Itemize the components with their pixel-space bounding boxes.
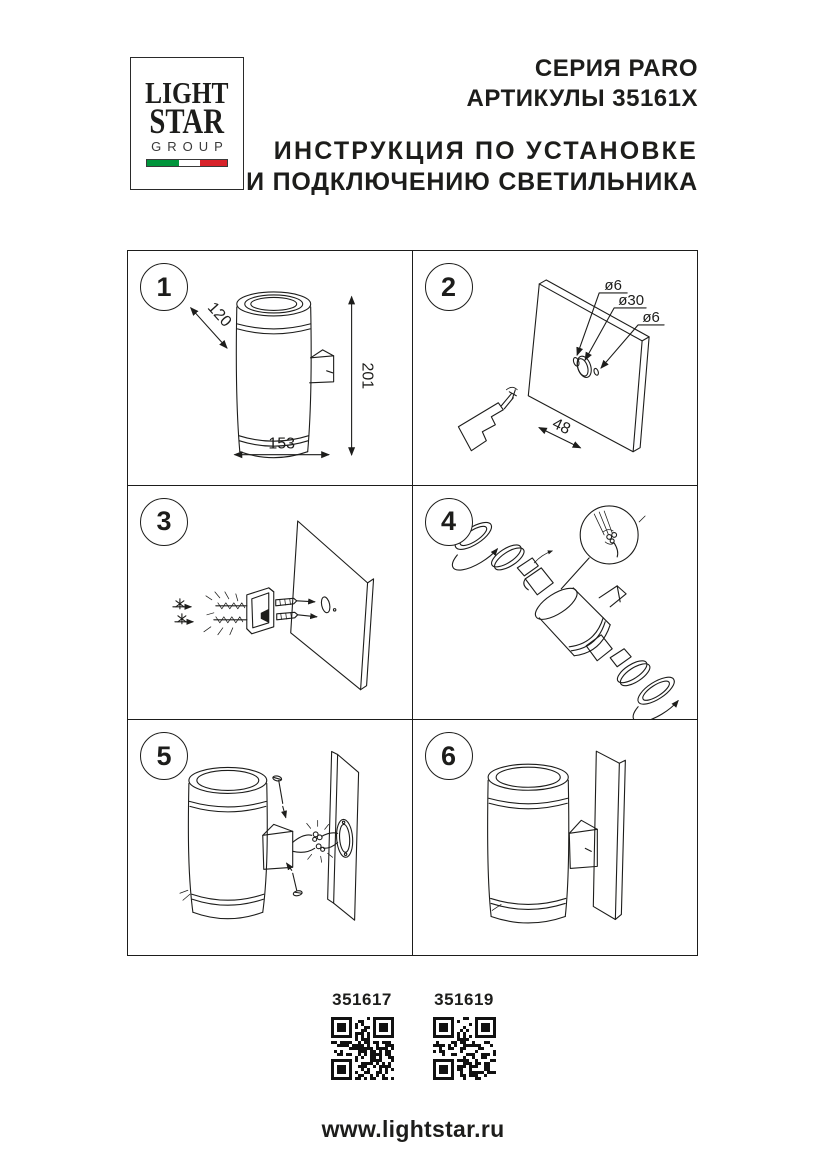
product-qr-351617 bbox=[324, 990, 400, 1085]
lamp-wiring-drawing bbox=[180, 752, 359, 921]
hole-left-label: ø6 bbox=[603, 276, 622, 294]
qr-code-icon bbox=[331, 1017, 394, 1080]
dimension-diameter-label: 120 bbox=[203, 299, 235, 331]
logo-word-group: GROUP bbox=[151, 139, 229, 154]
dimension-height-label: 201 bbox=[358, 362, 376, 390]
offset-label: 48 bbox=[549, 415, 573, 439]
step-6-number: 6 bbox=[425, 732, 473, 780]
step-6-panel bbox=[413, 720, 698, 955]
instruction-title-line2: И ПОДКЛЮЧЕНИЮ СВЕТИЛЬНИКА bbox=[246, 168, 698, 196]
articles-title: АРТИКУЛЫ 35161X bbox=[466, 85, 698, 112]
step-4-number: 4 bbox=[425, 498, 473, 546]
header-titles bbox=[246, 54, 698, 198]
lamp-exploded-drawing bbox=[451, 506, 678, 720]
dimension-width-label: 153 bbox=[268, 435, 296, 453]
flag-red-band bbox=[200, 160, 227, 166]
step-2-panel bbox=[413, 251, 698, 486]
hole-right-label: ø6 bbox=[641, 308, 660, 326]
step-1-number: 1 bbox=[140, 263, 188, 311]
instruction-title-line1: ИНСТРУКЦИЯ ПО УСТАНОВКЕ bbox=[273, 137, 698, 165]
flag-white-band bbox=[179, 160, 200, 166]
lightstar-logo bbox=[130, 57, 244, 190]
step-3-number: 3 bbox=[140, 498, 188, 546]
steps-grid bbox=[127, 250, 698, 956]
qr-code-icon bbox=[433, 1017, 496, 1080]
bracket-mounting-drawing bbox=[173, 521, 374, 690]
step-1-panel bbox=[128, 251, 413, 486]
hole-center-label: ø30 bbox=[617, 291, 644, 309]
step-5-panel bbox=[128, 720, 413, 955]
website-url: www.lightstar.ru bbox=[321, 1116, 505, 1142]
logo-word-light: LIGHT bbox=[145, 75, 229, 110]
italian-flag-stripe bbox=[146, 159, 228, 167]
article-number: 351619 bbox=[434, 990, 494, 1009]
step-5-number: 5 bbox=[140, 732, 188, 780]
lamp-installed-drawing bbox=[487, 752, 625, 924]
flag-green-band bbox=[147, 160, 179, 166]
step-2-number: 2 bbox=[425, 263, 473, 311]
article-number: 351617 bbox=[332, 990, 392, 1009]
logo-word-star: STAR bbox=[149, 101, 225, 141]
product-qr-351619 bbox=[426, 990, 502, 1085]
step-4-panel bbox=[413, 486, 698, 721]
step-3-panel bbox=[128, 486, 413, 721]
series-title: СЕРИЯ PARO bbox=[534, 55, 698, 82]
